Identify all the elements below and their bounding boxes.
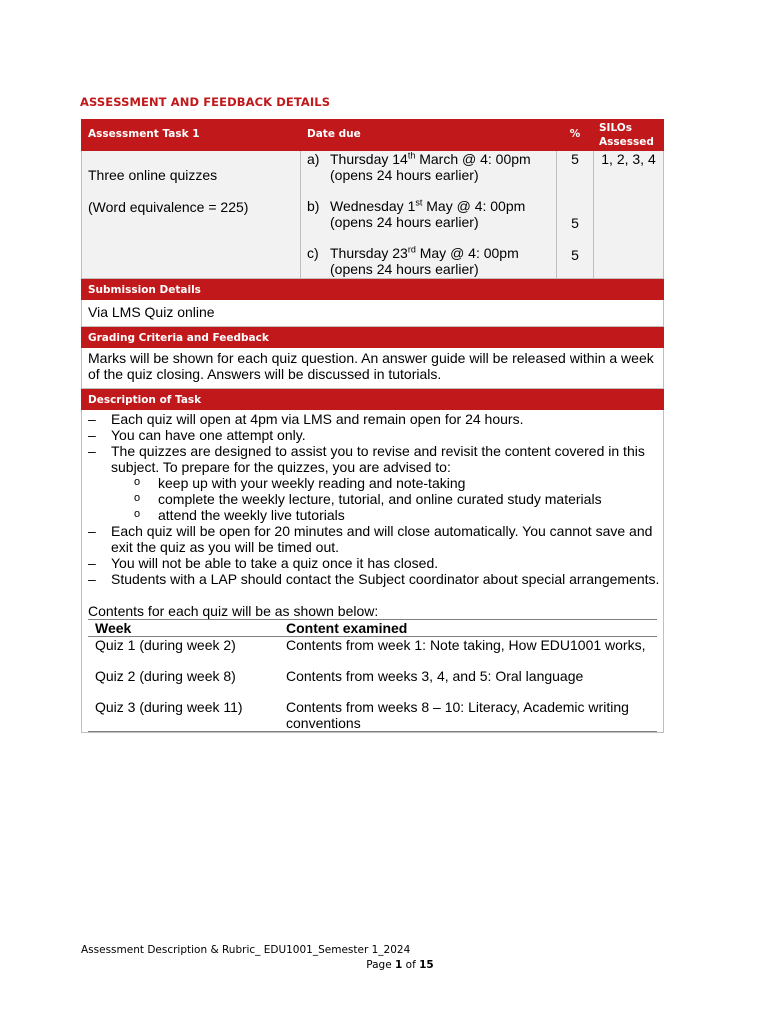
percent-cell: [557, 151, 594, 279]
description-bullets-after: [82, 523, 663, 587]
list-item: o keep up with your weekly reading and note-taking: [82, 475, 663, 491]
list-item: o attend the weekly live tutorials: [82, 507, 663, 523]
submission-details-label: Submission Details: [82, 279, 664, 300]
date-b: Wednesday 1st May @ 4: 00pm: [330, 197, 526, 214]
table-row: [88, 637, 657, 669]
grading-text: Marks will be shown for each quiz question. An answer guide will be released within a week of the quiz closing. Answers will be discussed in tutorials.: [88, 350, 654, 382]
date-c-note: (opens 24 hours earlier): [330, 261, 479, 277]
quiz-contents-table: [88, 619, 657, 732]
footer-page-number: Page 1 of 15: [366, 959, 434, 971]
list-item: – You can have one attempt only.: [82, 427, 663, 443]
grading-cell: [82, 348, 664, 389]
date-b-note: (opens 24 hours earlier): [330, 214, 479, 230]
date-b-letter: b): [307, 198, 320, 214]
date-c-letter: c): [307, 245, 319, 261]
percent-b: 5: [571, 215, 579, 231]
table-row: [88, 699, 657, 732]
grading-criteria-label: Grading Criteria and Feedback: [82, 327, 664, 348]
list-item: o complete the weekly lecture, tutorial, and online curated study materials: [82, 491, 663, 507]
date-a-letter: a): [307, 151, 320, 167]
silos-cell: [594, 151, 664, 279]
header-date-due: Date due: [301, 120, 557, 151]
footer-document-title: Assessment Description & Rubric_ EDU1001_Semester 1_2024: [81, 944, 411, 956]
quiz-header-week: Week: [95, 620, 132, 636]
header-assessment-task: Assessment Task 1: [82, 120, 301, 151]
preparation-sub-bullets: [82, 475, 663, 523]
quiz-week: Quiz 1 (during week 2): [95, 637, 236, 653]
percent-a: 5: [571, 151, 579, 167]
description-label: Description of Task: [82, 389, 664, 410]
quiz-content: Contents from weeks 8 – 10: Literacy, Academic writing conventions: [286, 699, 629, 731]
description-cell: [82, 410, 664, 733]
submission-text: Via LMS Quiz online: [88, 304, 215, 320]
task-name: Three online quizzes: [88, 167, 218, 183]
quiz-week: Quiz 2 (during week 8): [95, 668, 236, 684]
silos-value: 1, 2, 3, 4: [601, 151, 656, 167]
assessment-table: [81, 119, 664, 733]
date-due-cell: [301, 151, 557, 279]
date-c: Thursday 23rd May @ 4: 00pm: [330, 244, 519, 261]
header-percent: %: [557, 120, 594, 151]
task-cell: [82, 151, 301, 279]
list-item: – Each quiz will be open for 20 minutes and will close automatically. You cannot save and exit the quiz as you will be timed out.: [82, 523, 663, 555]
list-item: – You will not be able to take a quiz once it has closed.: [82, 555, 663, 571]
quiz-content: Contents from weeks 3, 4, and 5: Oral language: [286, 668, 584, 684]
task-word-equivalence: (Word equivalence = 225): [88, 199, 249, 215]
quiz-week: Quiz 3 (during week 11): [95, 699, 243, 715]
quiz-content: Contents from week 1: Note taking, How EDU1001 works,: [286, 637, 646, 653]
list-item: – Each quiz will open at 4pm via LMS and remain open for 24 hours.: [82, 411, 663, 427]
submission-cell: [82, 300, 664, 327]
table-row: [88, 668, 657, 699]
contents-intro: Contents for each quiz will be as shown below:: [88, 603, 379, 619]
date-a-note: (opens 24 hours earlier): [330, 167, 479, 183]
percent-c: 5: [571, 247, 579, 263]
list-item: – Students with a LAP should contact the Subject coordinator about special arrangements.: [82, 571, 663, 587]
list-item: – The quizzes are designed to assist you to revise and revisit the content covered in this subject. To prepare for the quizzes, you are advised to:: [82, 443, 663, 475]
quiz-header-content: Content examined: [286, 620, 408, 636]
header-silos: SILOs Assessed: [594, 120, 664, 151]
date-a: Thursday 14th March @ 4: 00pm: [330, 150, 531, 167]
description-bullets: [82, 411, 663, 475]
section-heading: ASSESSMENT AND FEEDBACK DETAILS: [80, 95, 331, 109]
